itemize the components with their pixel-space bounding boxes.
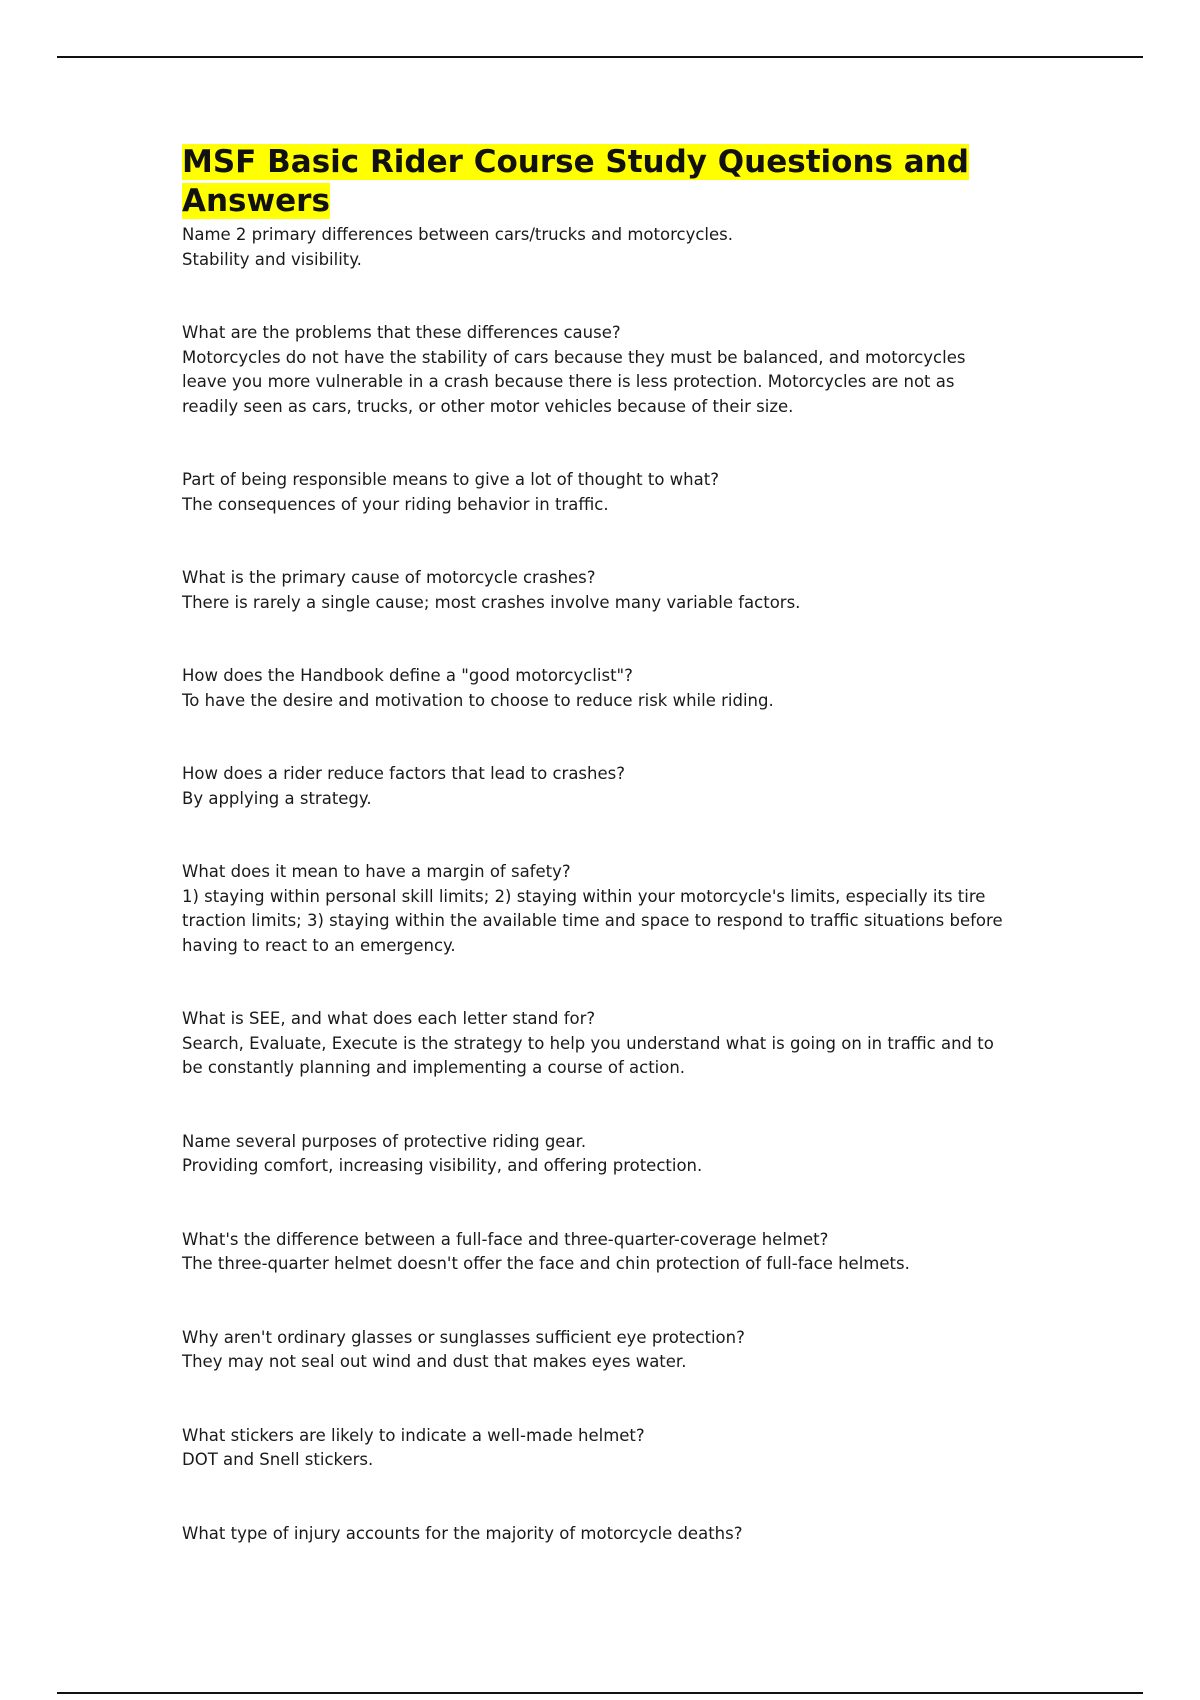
qa-item bbox=[182, 1326, 1012, 1375]
question: What are the problems that these differences cause? bbox=[182, 323, 621, 342]
qa-item bbox=[182, 1130, 1012, 1179]
question: Name 2 primary differences between cars/trucks and motorcycles. bbox=[182, 225, 733, 244]
qa-list bbox=[182, 223, 1012, 1546]
question: What is SEE, and what does each letter stand for? bbox=[182, 1009, 596, 1028]
answer: There is rarely a single cause; most crashes involve many variable factors. bbox=[182, 592, 801, 612]
document-body bbox=[182, 143, 1012, 1546]
title-highlight: MSF Basic Rider Course Study Questions and Answers bbox=[182, 144, 969, 219]
qa-item bbox=[182, 1228, 1012, 1277]
answer: The consequences of your riding behavior in traffic. bbox=[182, 494, 609, 514]
answer: Stability and visibility. bbox=[182, 249, 362, 269]
qa-item bbox=[182, 664, 1012, 713]
qa-item bbox=[182, 1522, 1012, 1547]
question: Part of being responsible means to give a lot of thought to what? bbox=[182, 470, 719, 489]
question: What type of injury accounts for the majority of motorcycle deaths? bbox=[182, 1523, 743, 1543]
question: How does a rider reduce factors that lead to crashes? bbox=[182, 764, 625, 783]
answer: 1) staying within personal skill limits; 2) staying within your motorcycle's limits, especially its tire traction limits; 3) staying within the available time and space to respond to traffic situations before having to react to an emergency. bbox=[182, 886, 1003, 955]
answer: Search, Evaluate, Execute is the strategy to help you understand what is going on in traffic and to be constantly planning and implementing a course of action. bbox=[182, 1033, 994, 1077]
question: What does it mean to have a margin of safety? bbox=[182, 862, 571, 881]
qa-item bbox=[182, 566, 1012, 615]
answer: Providing comfort, increasing visibility, and offering protection. bbox=[182, 1156, 703, 1175]
qa-item bbox=[182, 762, 1012, 811]
question: What's the difference between a full-face and three-quarter-coverage helmet? bbox=[182, 1229, 829, 1249]
answer: DOT and Snell stickers. bbox=[182, 1450, 374, 1469]
answer: Motorcycles do not have the stability of cars because they must be balanced, and motorcycles leave you more vulnerable in a crash because there is less protection. Motorcycles are not as readily seen as cars, trucks, or other motor vehicles because of their size. bbox=[182, 347, 966, 416]
top-rule bbox=[57, 56, 1143, 58]
qa-item bbox=[182, 860, 1012, 958]
qa-item bbox=[182, 223, 1012, 272]
bottom-rule bbox=[57, 1692, 1143, 1694]
answer: They may not seal out wind and dust that makes eyes water. bbox=[182, 1352, 687, 1371]
qa-item bbox=[182, 468, 1012, 517]
question: Why aren't ordinary glasses or sunglasses sufficient eye protection? bbox=[182, 1327, 745, 1347]
question: What is the primary cause of motorcycle crashes? bbox=[182, 568, 596, 587]
question: Name several purposes of protective riding gear. bbox=[182, 1131, 587, 1151]
answer: The three-quarter helmet doesn't offer the face and chin protection of full-face helmets. bbox=[182, 1254, 910, 1273]
qa-item bbox=[182, 1424, 1012, 1473]
document-title bbox=[182, 143, 1012, 221]
question: How does the Handbook define a "good motorcyclist"? bbox=[182, 666, 633, 685]
qa-item bbox=[182, 1007, 1012, 1081]
answer: To have the desire and motivation to choose to reduce risk while riding. bbox=[182, 690, 774, 710]
qa-item bbox=[182, 321, 1012, 419]
question: What stickers are likely to indicate a well-made helmet? bbox=[182, 1425, 645, 1445]
answer: By applying a strategy. bbox=[182, 788, 372, 808]
